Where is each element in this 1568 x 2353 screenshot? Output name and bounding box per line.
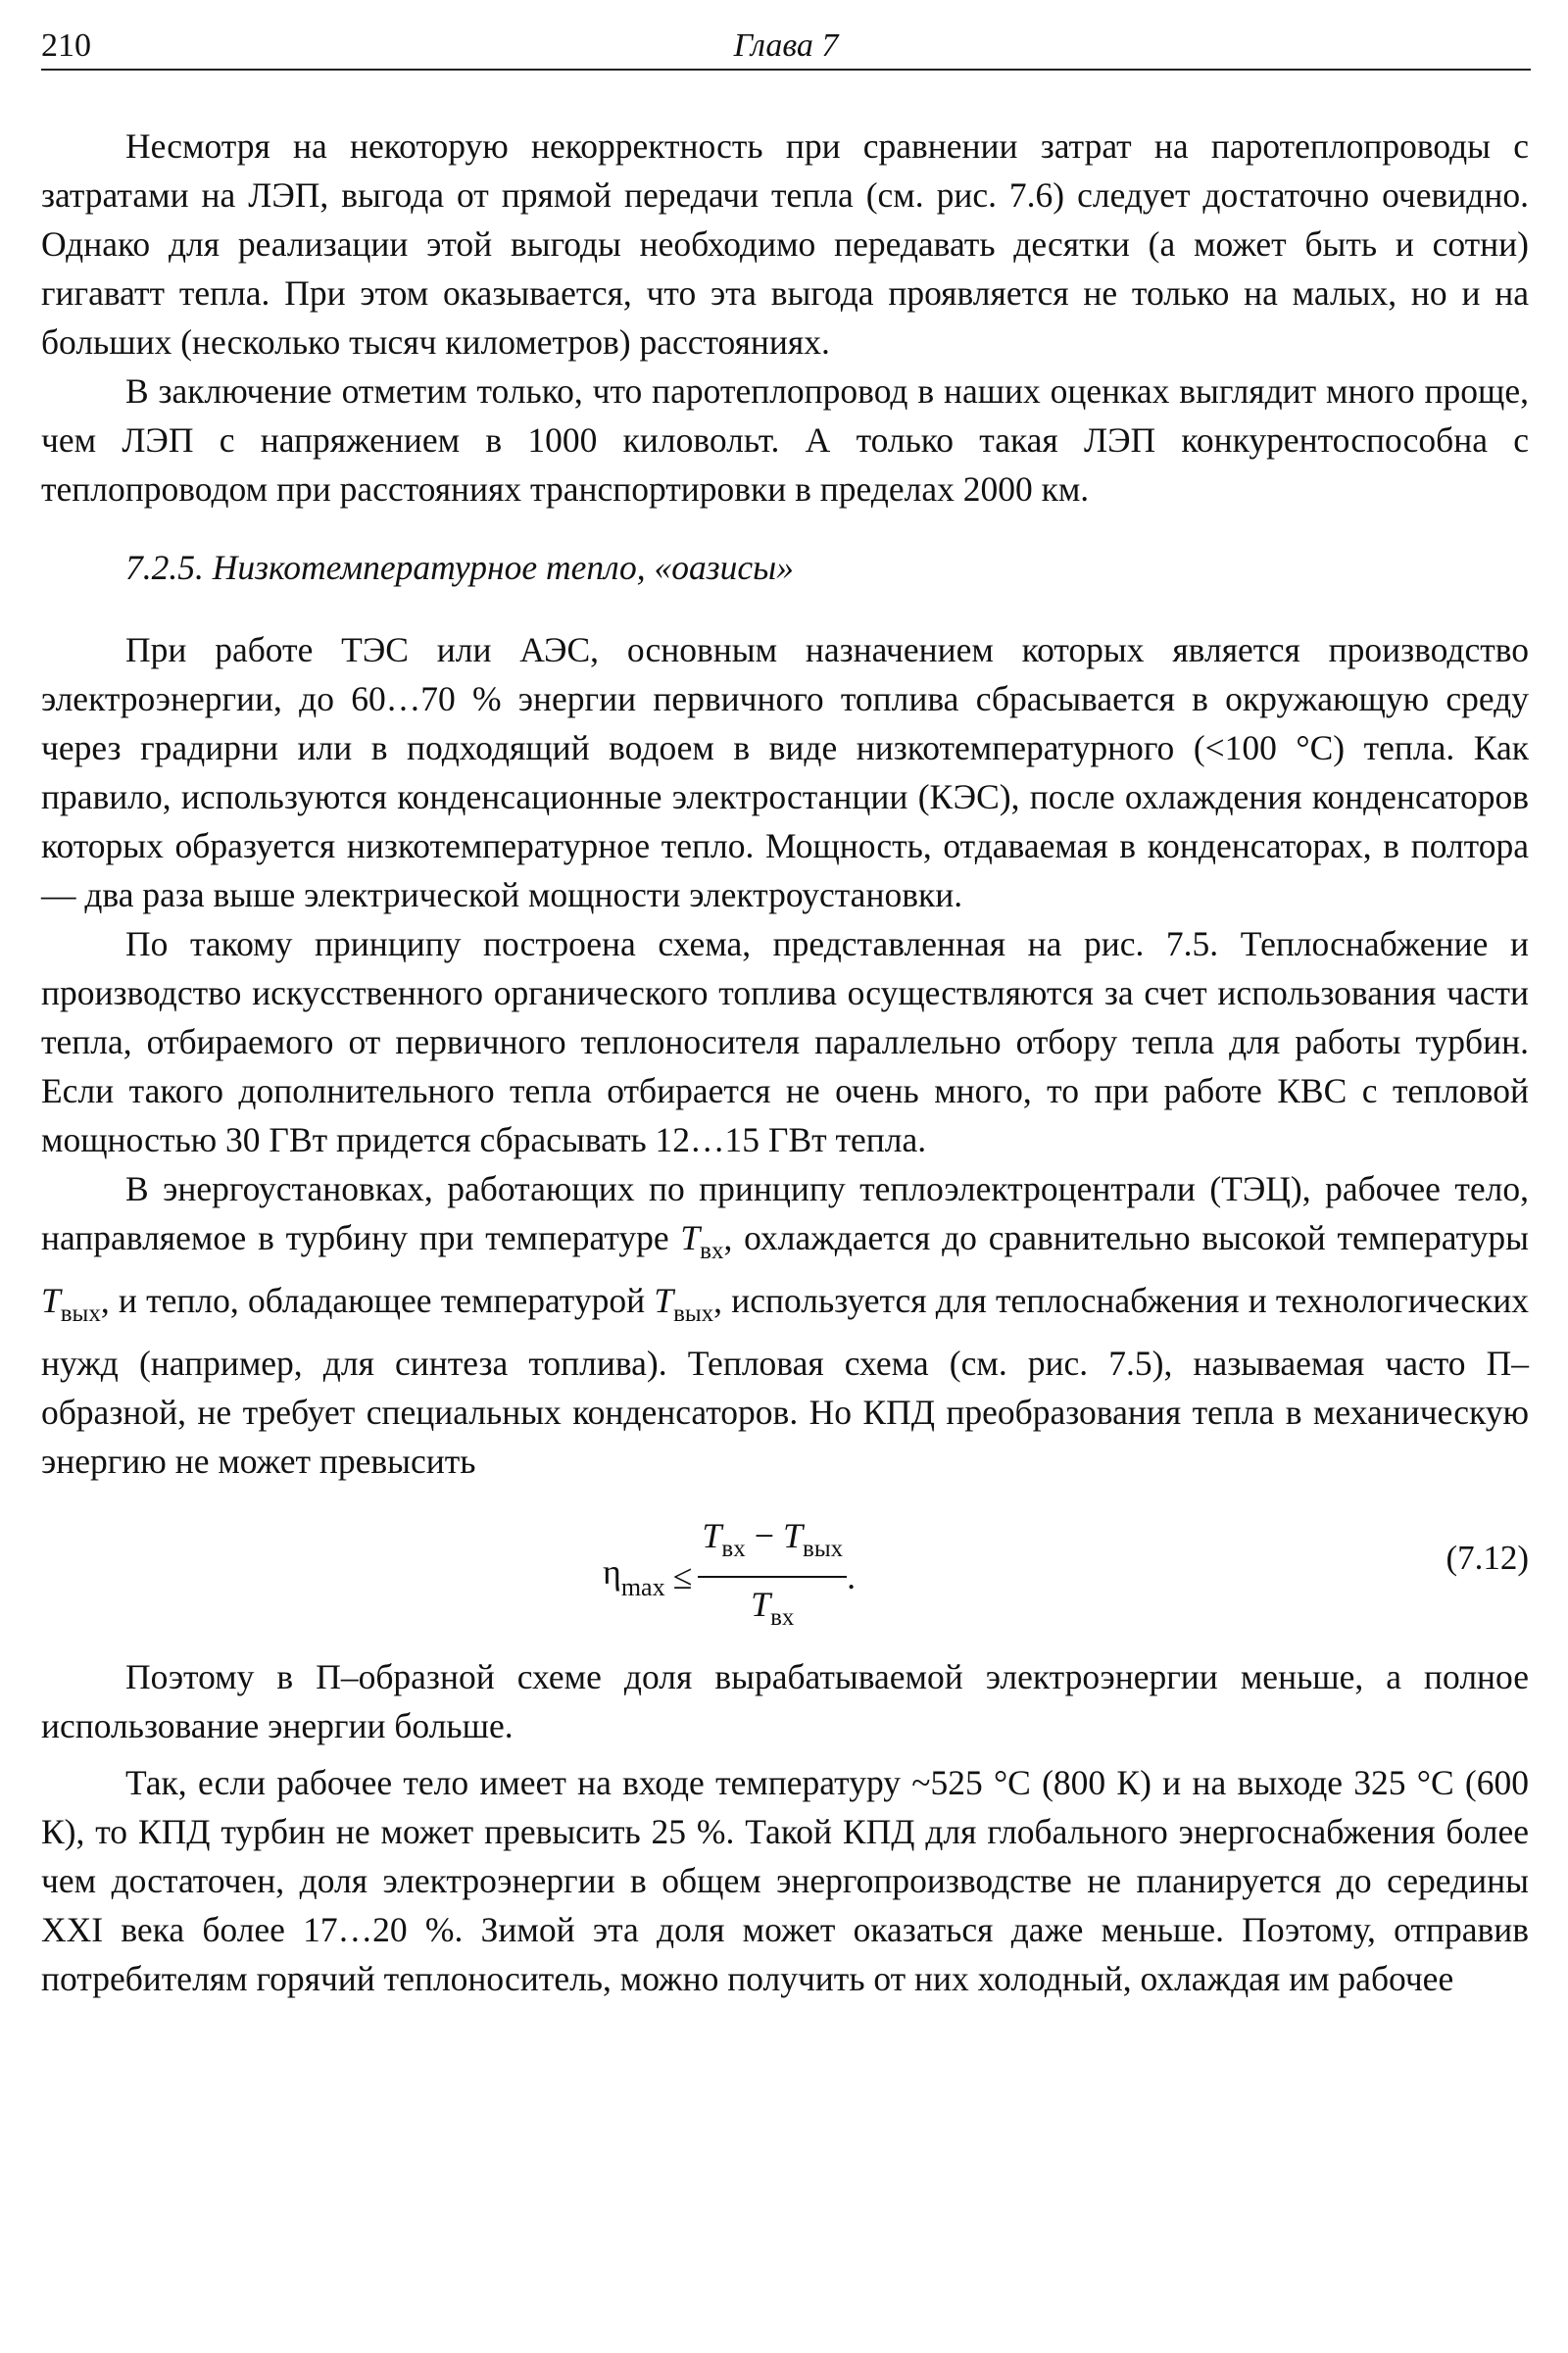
paragraph-p-scheme: Поэтому в П–образной схеме доля вырабатываемой электроэнергии меньше, а полное использование энергии больше. [41,1657,1529,1745]
tec-text-2: , охлаждается до сравнительно высокой температуры [723,1218,1529,1257]
fraction-denominator: $T_{вх}$ [751,1585,795,1631]
tec-text-1: В энергоустановках, работающих по принципу теплоэлектроцентрали (ТЭЦ), рабочее тело, направляемое в турбину при температуре [41,1169,1529,1257]
efficiency-formula [603,1513,856,1641]
fraction [698,1513,847,1641]
formula-period: . [847,1557,857,1596]
formula-number: (7.12) [1446,1539,1529,1577]
paragraph-scheme-principle: По такому принципу построена схема, представленная на рис. 7.5. Теплоснабжение и производство искусственного органического топлива осуществляются за счет использования части тепла, отбираемого от первичного теплоносителя параллельно отбору тепла для работы турбин. Если такого дополнительного тепла отбирается не очень много, то при работе КВС с тепловой мощностью 30 ГВт придется сбрасывать 12…15 ГВт тепла. [41,924,1529,1159]
paragraph-example: Так, если рабочее тело имеет на входе температуру ~525 °С (800 К) и на выходе 325 °С (600 К), то КПД турбин не может превысить 25 %. Такой КПД для глобального энергоснабжения более чем достаточен, доля электроэнергии в общем энергопроизводстве не планируется до середины XXI века более 17…20 %. Зимой эта доля может оказаться даже меньше. Поэтому, отправив потребителям горячий теплоноситель, можно получить от них холодный, охлаждая им рабочее [41,1763,1529,1998]
t-out-symbol-2: $T_{вых}$ [654,1281,714,1327]
fraction-numerator: $T_{вх} - T_{вых}$ [698,1513,847,1578]
eta-max-symbol: $\eta_{max}$ [603,1552,665,1601]
t-out-symbol: $T_{вых}$ [41,1281,101,1327]
leq-sign: ≤ [672,1557,693,1596]
paragraph-tec [41,1164,1529,1486]
formula-7-12 [41,1499,1529,1631]
page-header [41,22,1531,71]
tec-text-4: , используется для теплоснабжения и технологических нужд (например, для синтеза топлива). Тепловая схема (см. рис. 7.5), называемая часто П–образной, не требует специальных конденсаторов. Но КПД преобразования тепла в механическую энергию не может превысить [41,1281,1529,1481]
page-content [41,122,1529,2003]
page-number: 210 [41,27,91,64]
paragraph-conclusion: В заключение отметим только, что паротеплопровод в наших оценках выглядит много проще, чем ЛЭП с напряжением в 1000 киловольт. А только такая ЛЭП конкурентоспособна с теплопроводом при расстояниях транспортировки в пределах 2000 км. [41,371,1529,509]
t-in-symbol: $T_{вх}$ [680,1218,724,1264]
paragraph-tes-aes: При работе ТЭС или АЭС, основным назначением которых является производство электроэнергии, до 60…70 % энергии первичного топлива сбрасывается в окружающую среду через градирни или в подходящий водоем в виде низкотемпературного (<100 °С) тепла. Как правило, используются конденсационные электростанции (КЭС), после охлаждения конденсаторов которых образуется низкотемпературное тепло. Мощность, отдаваемая в конденсаторах, в полтора — два раза выше электрической мощности электроустановки. [41,630,1529,914]
section-heading: 7.2.5. Низкотемпературное тепло, «оазисы» [125,548,794,587]
running-title: Глава 7 [733,27,839,64]
paragraph-heat-transfer-benefit: Несмотря на некоторую некорректность при сравнении затрат на паротеплопроводы с затратами на ЛЭП, выгода от прямой передачи тепла (см. рис. 7.6) следует достаточно очевидно. Однако для реализации этой выгоды необходимо передавать десятки (а может быть и сотни) гигаватт тепла. При этом оказывается, что эта выгода проявляется не только на малых, но и на больших (несколько тысяч километров) расстояниях. [41,126,1529,362]
tec-text-3: , и тепло, обладающее температурой [100,1281,655,1320]
